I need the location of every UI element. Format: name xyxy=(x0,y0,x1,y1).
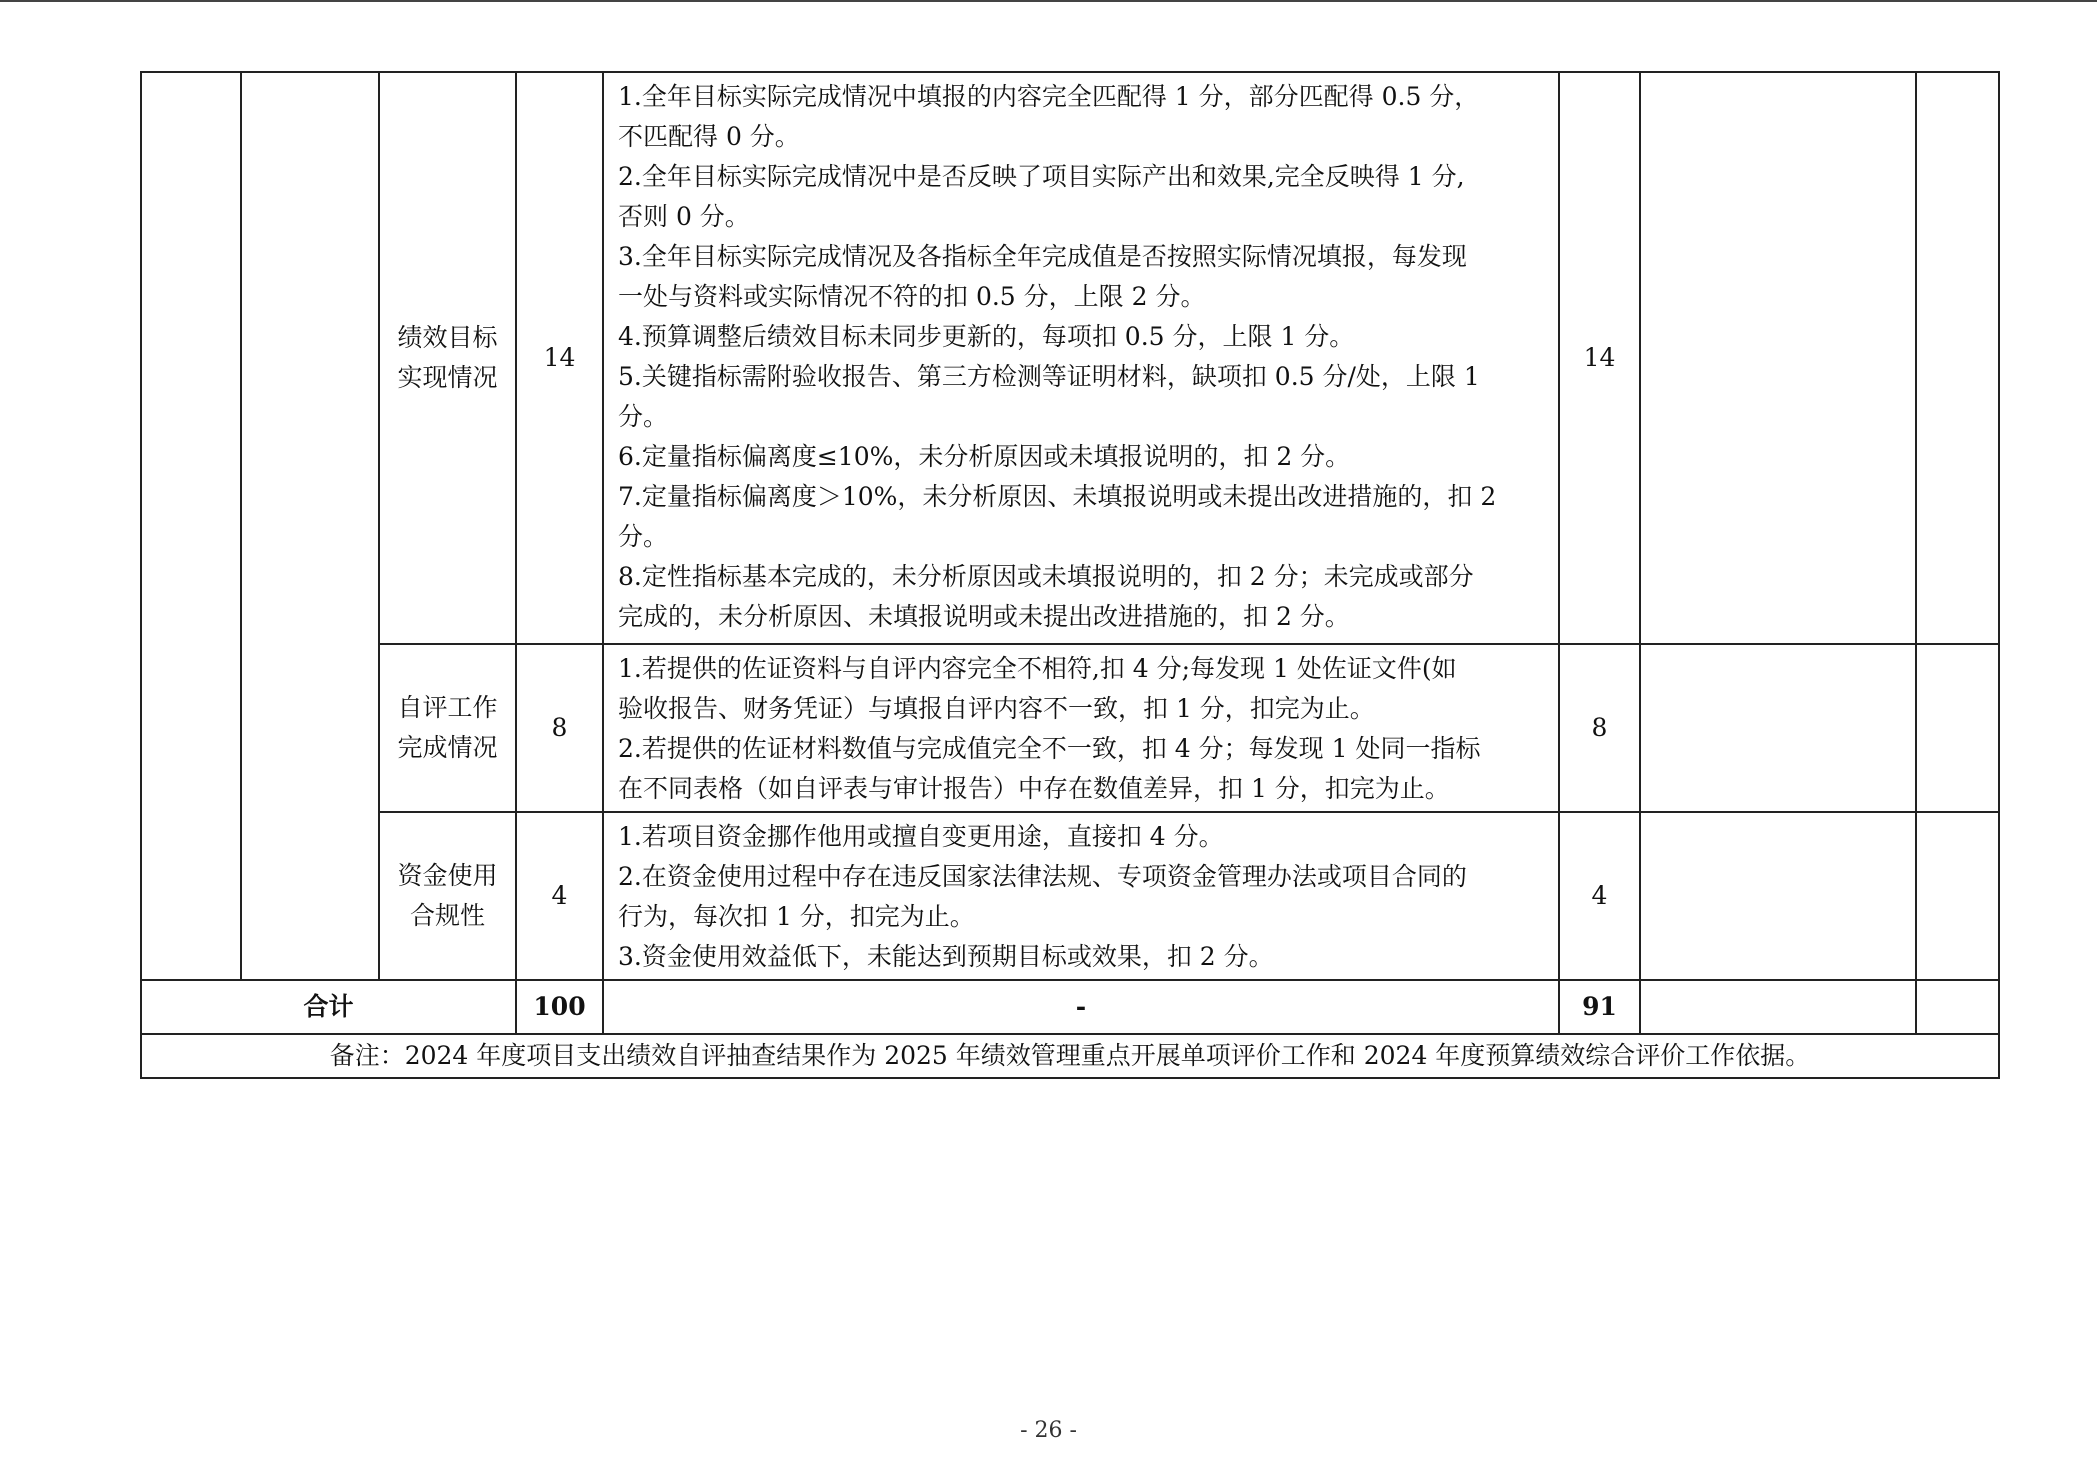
scoring-table xyxy=(140,71,2000,1079)
top-border-line xyxy=(0,0,2097,2)
deduction-reason-cell xyxy=(1640,644,1916,812)
criteria-cell: 1.全年目标实际完成情况中填报的内容完全匹配得 1 分，部分匹配得 0.5 分， 不匹配得 0 分。 2.全年目标实际完成情况中是否反映了项目实际产出和效果,完全反映得 1 分, 否则 0 分。 3.全年目标实际完成情况及各指标全年完成值是否按照实际情况填报，每发现 一处与资料或实际情况不符的扣 0.5 分，上限 2 分。 4.预算调整后绩效目标未同步更新的，每项扣 0.5 分，上限 1 分。 5.关键指标需附验收报告、第三方检测等证明材料，缺项扣 0.5 分/处，上限 1 分。 6.定量指标偏离度≤10%，未分析原因或未填报说明的，扣 2 分。 7.定量指标偏离度＞10%，未分析原因、未填报说明或未提出改进措施的，扣 2 分。 8.定性指标基本完成的，未分析原因或未填报说明的，扣 2 分；未完成或部分 完成的，未分析原因、未填报说明或未提出改进措施的，扣 2 分。 xyxy=(603,72,1559,644)
self-score-cell: 4 xyxy=(1559,812,1640,980)
total-criteria: - xyxy=(603,980,1559,1034)
indicator-cell: 自评工作 完成情况 xyxy=(379,644,516,812)
criteria-cell: 1.若提供的佐证资料与自评内容完全不相符,扣 4 分;每发现 1 处佐证文件(如 验收报告、财务凭证）与填报自评内容不一致，扣 1 分，扣完为止。 2.若提供的佐证材料数值与完成值完全不一致，扣 4 分；每发现 1 处同一指标 在不同表格（如自评表与审计报告）中存在数值差异，扣 1 分，扣完为止。 xyxy=(603,644,1559,812)
indicator-cell: 绩效目标 实现情况 xyxy=(379,72,516,644)
self-score-cell: 14 xyxy=(1559,72,1640,644)
total-label: 合计 xyxy=(141,980,516,1034)
score-cell: 8 xyxy=(516,644,603,812)
level2-category-cell xyxy=(241,72,379,980)
total-remark xyxy=(1916,980,1999,1034)
indicator-cell: 资金使用 合规性 xyxy=(379,812,516,980)
deduction-reason-cell xyxy=(1640,812,1916,980)
total-row xyxy=(141,980,1999,1034)
score-cell: 14 xyxy=(516,72,603,644)
criteria-cell: 1.若项目资金挪作他用或擅自变更用途，直接扣 4 分。 2.在资金使用过程中存在违反国家法律法规、专项资金管理办法或项目合同的 行为，每次扣 1 分，扣完为止。 3.资金使用效益低下，未能达到预期目标或效果，扣 2 分。 xyxy=(603,812,1559,980)
total-score: 100 xyxy=(516,980,603,1034)
table-row xyxy=(141,72,1999,644)
note-row xyxy=(141,1034,1999,1078)
score-cell: 4 xyxy=(516,812,603,980)
self-score-cell: 8 xyxy=(1559,644,1640,812)
deduction-reason-cell xyxy=(1640,72,1916,644)
remark-cell xyxy=(1916,72,1999,644)
level1-category-cell xyxy=(141,72,241,980)
note-text: 备注：2024 年度项目支出绩效自评抽查结果作为 2025 年绩效管理重点开展单项评价工作和 2024 年度预算绩效综合评价工作依据。 xyxy=(141,1034,1999,1078)
table-row xyxy=(141,812,1999,980)
remark-cell xyxy=(1916,812,1999,980)
total-deduction-reason xyxy=(1640,980,1916,1034)
table-row xyxy=(141,644,1999,812)
total-self-score: 91 xyxy=(1559,980,1640,1034)
page-number: - 26 - xyxy=(1020,1418,1077,1443)
remark-cell xyxy=(1916,644,1999,812)
